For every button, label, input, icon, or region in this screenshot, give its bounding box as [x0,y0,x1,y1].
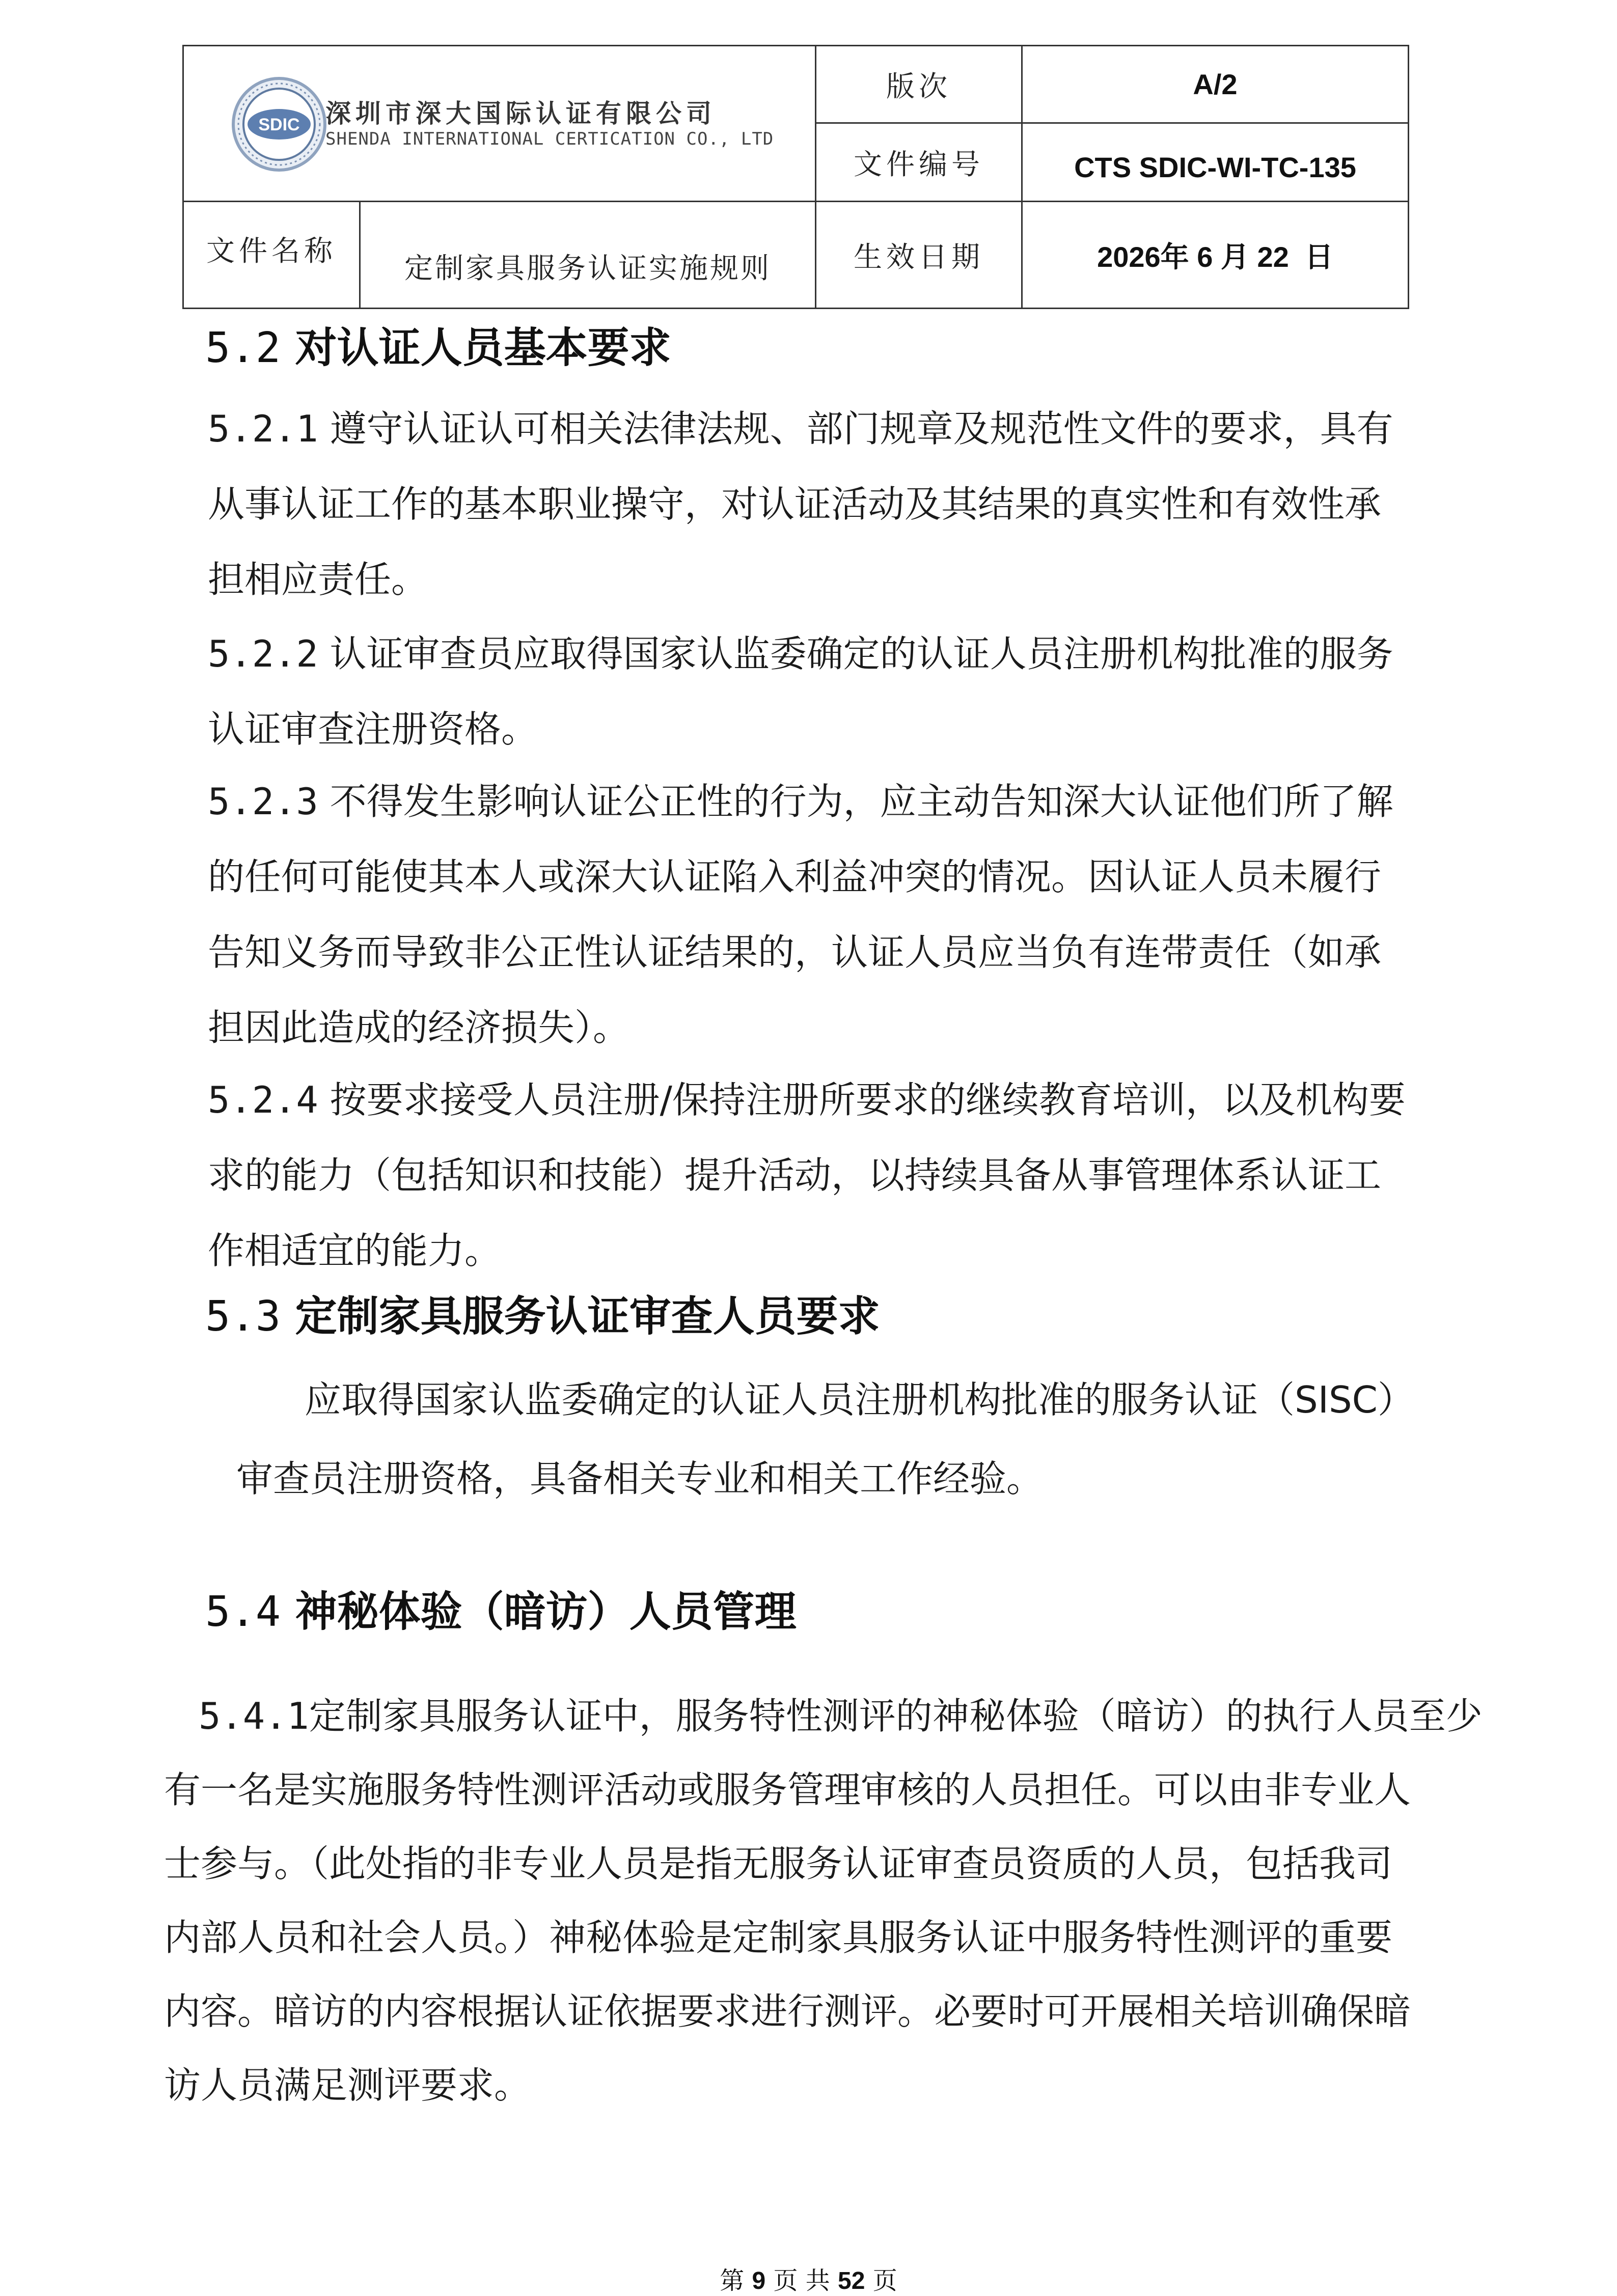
line-text: 遵守认证认可相关法律法规、部门规章及规范性文件的要求，具有 [330,407,1393,450]
paragraph-5-2-2 [208,616,1393,767]
page-number: 9 [752,2267,766,2294]
doc-name-value-box [361,202,815,308]
line-text: 按要求接受人员注册/保持注册所要求的继续教育培训，以及机构要 [330,1078,1406,1121]
paragraph-5-4-1 [164,1679,1483,2122]
section-5-4-heading [205,1579,797,1638]
paragraph-line: 作相适宜的能力。 [208,1229,502,1272]
clause-number: 5.2.1 [208,407,318,450]
paragraph-line: 士参与。（此处指的非专业人员是指无服务认证审查员资质的人员，包括我司 [164,1842,1393,1885]
paragraph-line: 担因此造成的经济损失）。 [208,1006,630,1049]
paragraph-line: 认证审查注册资格。 [208,708,538,751]
section-5-3-heading [205,1283,880,1343]
paragraph-line: 内部人员和社会人员。）神秘体验是定制家具服务认证中服务特性测评的重要 [164,1916,1393,1959]
paragraph-line: 的任何可能使其本人或深大认证陷入利益冲突的情况。因认证人员未履行 [208,855,1382,898]
page-footer [0,2261,1617,2296]
doc-name-label-box [184,202,361,308]
doc-number-label: 文件编号 [854,148,984,181]
company-seal-icon [231,76,327,173]
company-name-en: SHENDA INTERNATIONAL CERTICATION CO., LTD [325,129,774,149]
line-text: 不得发生影响认证公正性的行为，应主动告知深大认证他们所了解 [330,780,1393,823]
section-number: 5.3 [205,1292,281,1341]
paragraph-line: 从事认证工作的基本职业操守，对认证活动及其结果的真实性和有效性承 [208,483,1382,525]
paragraph-line: 告知义务而导致非公正性认证结果的，认证人员应当负有连带责任（如承 [208,931,1382,974]
doc-number-label-cell [816,123,1022,202]
section-title: 神秘体验（暗访）人员管理 [295,1588,797,1636]
doc-number-value-cell [1022,123,1409,202]
line-text: 认证审查员应取得国家认监委确定的认证人员注册机构批准的服务 [330,632,1393,675]
doc-number-value: CTS SDIC-WI-TC-135 [1074,151,1356,183]
paragraph-line [208,1062,1406,1138]
paragraph-line: 内容。暗访的内容根据认证依据要求进行测评。必要时可开展相关培训确保暗 [164,1990,1411,2033]
section-5-2-heading [205,315,671,374]
effective-date-value: 2026年 6 月 22 日 [1097,240,1333,273]
footer-middle: 页 共 [773,2266,830,2295]
doc-name-cell [183,202,816,309]
paragraph-line [208,391,1393,466]
document-header-table [182,45,1409,309]
section-number: 5.2 [205,324,281,372]
paragraph-line: 有一名是实施服务特性测评活动或服务管理审核的人员担任。可以由非专业人 [164,1768,1411,1811]
paragraph-5-3 [236,1361,1414,1518]
effective-value-cell [1022,202,1409,309]
paragraph-line: 求的能力（包括知识和技能）提升活动，以持续具备从事管理体系认证工 [208,1154,1382,1197]
doc-name-value: 定制家具服务认证实施规则 [404,252,771,285]
clause-number: 5.2.2 [208,632,318,675]
clause-number: 5.2.3 [208,780,318,823]
version-value: A/2 [1193,68,1238,100]
paragraph-line: 担相应责任。 [208,558,428,601]
version-label: 版次 [886,70,951,103]
paragraph-line [208,764,1393,839]
logo-text: SDIC [258,115,300,134]
paragraph-line: 审查员注册资格，具备相关专业和相关工作经验。 [236,1457,1044,1500]
clause-number: 5.2.4 [208,1078,318,1121]
paragraph-line [164,1679,1483,1753]
paragraph-line: 访人员满足测评要求。 [164,2064,531,2107]
line-text: 定制家具服务认证中，服务特性测评的神秘体验（暗访）的执行人员至少 [309,1695,1483,1737]
footer-suffix: 页 [872,2266,897,2295]
footer-prefix: 第 [720,2266,745,2295]
paragraph-5-2-4 [208,1062,1406,1288]
doc-name-label: 文件名称 [206,234,337,268]
company-logo-cell [183,46,816,202]
page-total: 52 [838,2267,865,2294]
effective-date-label: 生效日期 [854,240,984,274]
paragraph-5-2-3 [208,764,1393,1065]
paragraph-line: 应取得国家认监委确定的认证人员注册机构批准的服务认证（SISC） [305,1378,1414,1421]
section-number: 5.4 [205,1588,281,1636]
version-label-cell [816,46,1022,123]
effective-label-cell [816,202,1022,309]
company-name-cn: 深圳市深大国际认证有限公司 [325,98,716,128]
section-title: 对认证人员基本要求 [295,324,671,372]
section-title: 定制家具服务认证审查人员要求 [295,1292,880,1341]
paragraph-5-2-1 [208,391,1393,617]
clause-number: 5.4.1 [199,1695,309,1737]
paragraph-line [208,616,1393,691]
version-value-cell [1022,46,1409,123]
